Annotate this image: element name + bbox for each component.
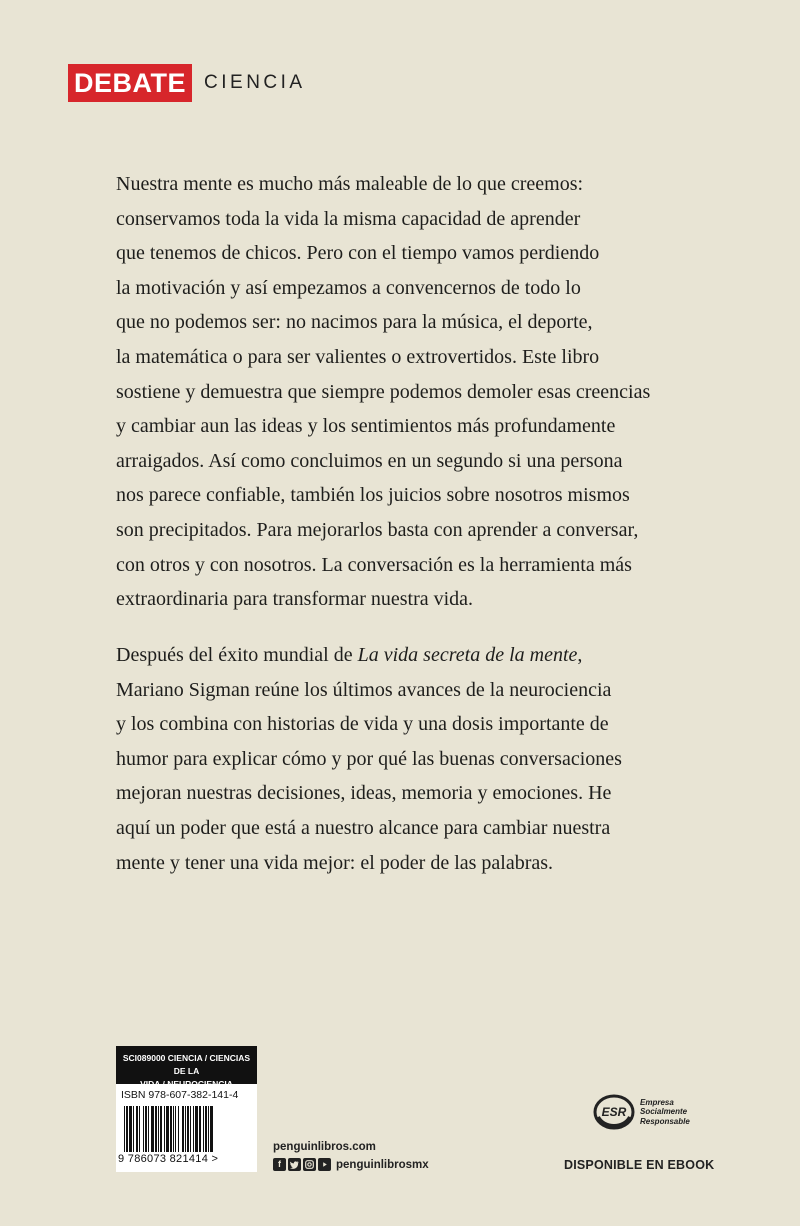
barcode-bar [145, 1106, 147, 1152]
isbn-text: ISBN 978-607-382-141-4 [121, 1089, 239, 1101]
barcode-box [116, 1084, 257, 1172]
text-line: Mariano Sigman reúne los últimos avances de la neurociencia [116, 678, 612, 701]
barcode-bar [193, 1106, 194, 1152]
publisher-logo [68, 64, 306, 102]
barcode-bar [148, 1106, 149, 1152]
barcode-bar [155, 1106, 157, 1152]
social-links [273, 1158, 429, 1171]
text-line: y cambiar aun las ideas y los sentimientos más profundamente [116, 415, 616, 438]
barcode-bar [124, 1106, 125, 1152]
esr-caption [640, 1098, 690, 1127]
barcode-bar [139, 1106, 140, 1152]
text-line: y los combina con historias de vida y una dosis importante de [116, 713, 609, 736]
barcode-bar [164, 1106, 165, 1152]
bisac-category-label [116, 1046, 257, 1084]
publisher-name: DEBATE [68, 64, 192, 102]
social-handle[interactable]: penguinlibrosmx [336, 1158, 429, 1171]
barcode-bar [182, 1106, 184, 1152]
text-line: la matemática o para ser valientes o extrovertidos. Este libro [116, 345, 600, 368]
esr-caption-line: Empresa [640, 1097, 674, 1107]
barcode-bar [170, 1106, 172, 1152]
barcode-bar [199, 1106, 201, 1152]
barcode-bar [208, 1106, 209, 1152]
text-line: con otros y con nosotros. La conversación es la herramienta más [116, 553, 632, 576]
text-line: mejoran nuestras decisiones, ideas, memoria y emociones. He [116, 782, 612, 805]
youtube-icon[interactable] [318, 1158, 331, 1171]
text-line: que no podemos ser: no nacimos para la música, el deporte, [116, 311, 593, 334]
website-url[interactable]: penguinlibros.com [273, 1141, 376, 1153]
barcode-bar [187, 1106, 189, 1152]
barcode-bar [178, 1106, 179, 1152]
barcode-bar [129, 1106, 132, 1152]
esr-logo-text: ESR [601, 1105, 627, 1119]
text-line [116, 638, 736, 673]
text-line: extraordinaria para transformar nuestra vida. [116, 588, 474, 611]
text-line: mente y tener una vida mejor: el poder de las palabras. [116, 851, 554, 874]
text-line: conservamos toda la vida la misma capacidad de aprender [116, 207, 581, 230]
barcode-bar [205, 1106, 207, 1152]
esr-logo-icon [592, 1093, 636, 1131]
barcode-bars [124, 1106, 248, 1152]
barcode-bar [195, 1106, 198, 1152]
collection-name: CIENCIA [204, 72, 306, 93]
esr-badge [592, 1093, 690, 1131]
text-line: la motivación y así empezamos a convencernos de todo lo [116, 276, 581, 299]
barcode-bar [151, 1106, 154, 1152]
twitter-icon[interactable] [288, 1158, 301, 1171]
text-line: sostiene y demuestra que siempre podemos demoler esas creencias [116, 380, 651, 403]
barcode-bar [210, 1106, 213, 1152]
text-line: que tenemos de chicos. Pero con el tiempo vamos perdiendo [116, 242, 600, 265]
barcode-bar [143, 1106, 144, 1152]
ebook-availability: DISPONIBLE EN EBOOK [564, 1158, 715, 1172]
text-line: son precipitados. Para mejorarlos basta con aprender a conversar, [116, 518, 639, 541]
barcode-digits: 9 786073 821414 > [118, 1153, 219, 1165]
facebook-icon[interactable]: f [273, 1158, 286, 1171]
barcode-bar [133, 1106, 134, 1152]
book-title-reference: La vida secreta de la mente [357, 644, 578, 666]
barcode-bar [203, 1106, 204, 1152]
instagram-icon[interactable] [303, 1158, 316, 1171]
barcode-bar [166, 1106, 169, 1152]
barcode-bar [185, 1106, 186, 1152]
esr-caption-line: Responsable [640, 1116, 690, 1126]
text-fragment: Después del éxito mundial de [116, 644, 358, 666]
text-line: nos parece confiable, también los juicios sobre nosotros mismos [116, 484, 630, 507]
text-fragment: , [577, 644, 583, 666]
text-line: arraigados. Así como concluimos en un segundo si una persona [116, 449, 623, 472]
barcode-bar [126, 1106, 128, 1152]
text-line: humor para explicar cómo y por qué las buenas conversaciones [116, 747, 622, 770]
blurb-paragraph-1 [116, 167, 736, 617]
bisac-line: SCI089000 CIENCIA / CIENCIAS DE LA [122, 1053, 251, 1076]
barcode-bar [190, 1106, 191, 1152]
text-line: aquí un poder que está a nuestro alcance para cambiar nuestra [116, 816, 611, 839]
esr-caption-line: Socialmente [640, 1107, 688, 1117]
barcode-bar [158, 1106, 159, 1152]
blurb-paragraph-2 [116, 638, 736, 880]
barcode-bar [173, 1106, 174, 1152]
text-line: Nuestra mente es mucho más maleable de lo que creemos: [116, 173, 584, 195]
barcode-bar [175, 1106, 176, 1152]
barcode-bar [136, 1106, 138, 1152]
barcode-bar [160, 1106, 162, 1152]
